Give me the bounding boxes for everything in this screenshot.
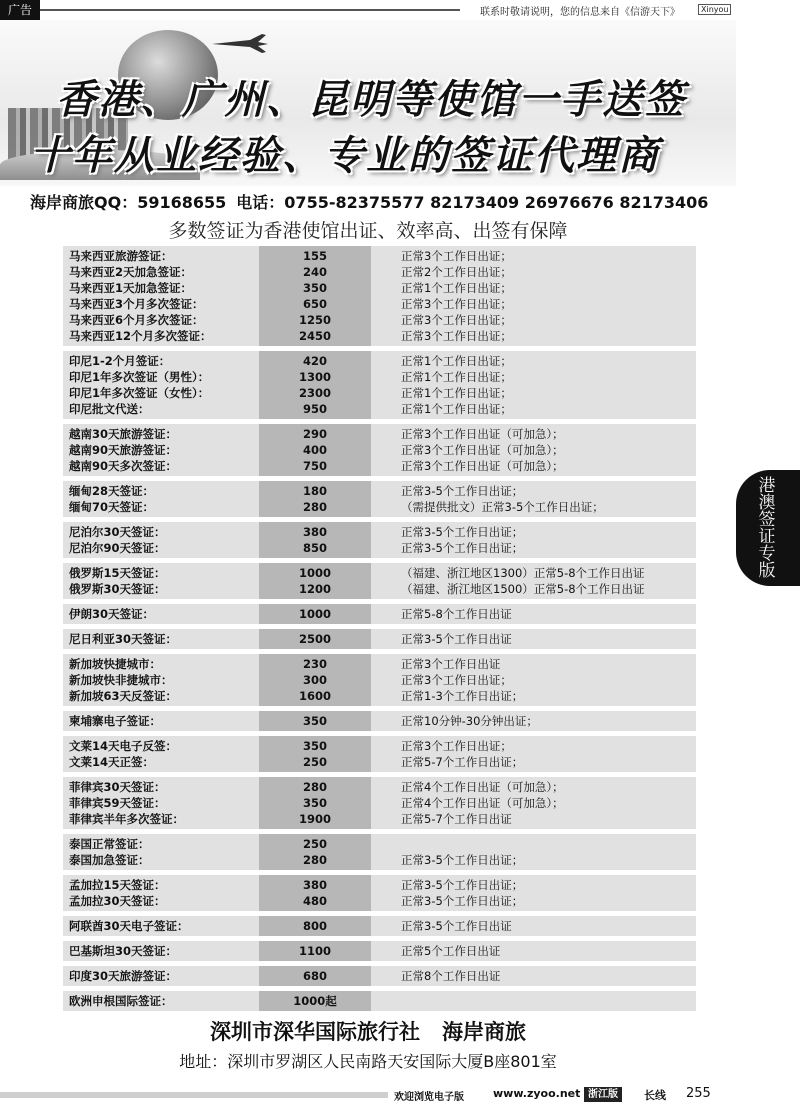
visa-price: 380 bbox=[302, 878, 327, 892]
table-row bbox=[63, 369, 696, 385]
visa-price: 290 bbox=[302, 427, 327, 441]
visa-name: 文莱14天正签： bbox=[69, 755, 155, 769]
table-row bbox=[63, 852, 696, 868]
table-row bbox=[63, 385, 696, 401]
table-row bbox=[63, 836, 696, 852]
visa-price: 2500 bbox=[298, 632, 331, 646]
visa-price: 2450 bbox=[298, 329, 331, 343]
company-name: 深圳市深华国际旅行社 bbox=[210, 1020, 420, 1044]
table-row bbox=[63, 401, 696, 417]
visa-price: 420 bbox=[302, 354, 327, 368]
visa-processing-note: 正常1个工作日出证； bbox=[401, 354, 512, 368]
footer-address: 地址：深圳市罗湖区人民南路天安国际大厦B座801室 bbox=[179, 1052, 557, 1071]
visa-name: 马来西亚6个月多次签证： bbox=[69, 313, 204, 327]
visa-name: 印度30天旅游签证： bbox=[69, 969, 178, 983]
visa-price: 250 bbox=[302, 755, 327, 769]
visa-price: 1600 bbox=[298, 689, 331, 703]
visa-processing-note: 正常8个工作日出证 bbox=[401, 969, 501, 983]
visa-processing-note: 正常3-5个工作日出证； bbox=[401, 894, 524, 908]
visa-price: 300 bbox=[302, 673, 327, 687]
visa-price: 1900 bbox=[298, 812, 331, 826]
visa-name: 尼日利亚30天签证： bbox=[69, 632, 178, 646]
visa-price: 1000起 bbox=[293, 994, 337, 1008]
visa-group bbox=[63, 604, 696, 624]
visa-price-table bbox=[63, 246, 696, 1016]
table-row bbox=[63, 458, 696, 474]
visa-name: 菲律宾30天签证： bbox=[69, 780, 166, 794]
visa-processing-note: 正常1个工作日出证； bbox=[401, 370, 512, 384]
visa-processing-note: （需提供批文）正常3-5个工作日出证； bbox=[401, 500, 604, 514]
visa-name: 巴基斯坦30天签证： bbox=[69, 944, 178, 958]
visa-processing-note: 正常4个工作日出证（可加急）； bbox=[401, 796, 564, 810]
visa-name: 印尼批文代送： bbox=[69, 402, 150, 416]
visa-name: 新加坡63天反签证： bbox=[69, 689, 178, 703]
visa-name: 菲律宾59天签证： bbox=[69, 796, 166, 810]
footer-title bbox=[0, 1016, 736, 1046]
visa-name: 俄罗斯15天签证： bbox=[69, 566, 166, 580]
visa-price: 950 bbox=[302, 402, 327, 416]
banner-headline-1: 香港、广州、昆明等使馆一手送签 bbox=[56, 76, 686, 123]
hero-banner bbox=[0, 20, 736, 186]
visa-group bbox=[63, 941, 696, 961]
visa-group bbox=[63, 481, 696, 517]
visa-price: 180 bbox=[302, 484, 327, 498]
visa-group bbox=[63, 777, 696, 829]
visa-processing-note: 正常5-7个工作日出证 bbox=[401, 812, 512, 826]
visa-price: 480 bbox=[302, 894, 327, 908]
visa-price: 850 bbox=[302, 541, 327, 555]
visa-processing-note: 正常3个工作日出证（可加急）； bbox=[401, 459, 564, 473]
website-link[interactable]: www.zyoo.net bbox=[493, 1087, 581, 1100]
visa-processing-note: 正常1个工作日出证； bbox=[401, 281, 512, 295]
visa-price: 800 bbox=[302, 919, 327, 933]
subtitle: 多数签证为香港使馆出证、效率高、出签有保障 bbox=[168, 220, 568, 242]
visa-name: 印尼1-2个月签证： bbox=[69, 354, 171, 368]
banner-headline-2: 十年从业经验、专业的签证代理商 bbox=[30, 132, 660, 179]
airplane-icon bbox=[210, 32, 270, 54]
bottom-divider bbox=[0, 1092, 388, 1098]
visa-processing-note: 正常3-5个工作日出证； bbox=[401, 484, 524, 498]
visa-processing-note: （福建、浙江地区1500）正常5-8个工作日出证 bbox=[401, 582, 645, 596]
table-row bbox=[63, 296, 696, 312]
visa-price: 280 bbox=[302, 780, 327, 794]
visa-processing-note: 正常3个工作日出证（可加急）； bbox=[401, 427, 564, 441]
contact-note: 联系时敬请说明，您的信息来自《信游天下》 bbox=[480, 7, 680, 18]
table-row bbox=[63, 943, 696, 959]
visa-processing-note: 正常3-5个工作日出证； bbox=[401, 541, 524, 555]
visa-name: 新加坡快非捷城市： bbox=[69, 673, 173, 687]
visa-processing-note: 正常3-5个工作日出证； bbox=[401, 878, 524, 892]
visa-processing-note: 正常3个工作日出证； bbox=[401, 313, 512, 327]
table-row bbox=[63, 264, 696, 280]
visa-processing-note: 正常3个工作日出证 bbox=[401, 657, 501, 671]
table-row bbox=[63, 280, 696, 296]
visa-group bbox=[63, 654, 696, 706]
table-row bbox=[63, 524, 696, 540]
visa-processing-note: 正常4个工作日出证（可加急）； bbox=[401, 780, 564, 794]
table-row bbox=[63, 968, 696, 984]
table-row bbox=[63, 795, 696, 811]
table-row bbox=[63, 893, 696, 909]
visa-name: 马来西亚1天加急签证： bbox=[69, 281, 193, 295]
table-row bbox=[63, 713, 696, 729]
visa-name: 尼泊尔30天签证： bbox=[69, 525, 166, 539]
visa-group bbox=[63, 966, 696, 986]
contact-line bbox=[30, 190, 708, 213]
visa-processing-note: 正常3-5个工作日出证； bbox=[401, 525, 524, 539]
brand-name: 海岸商旅 bbox=[442, 1020, 526, 1044]
visa-price: 680 bbox=[302, 969, 327, 983]
visa-name: 缅甸28天签证： bbox=[69, 484, 155, 498]
region-badge: 浙江版 bbox=[584, 1087, 622, 1102]
welcome-text: 欢迎浏览电子版 bbox=[394, 1092, 464, 1103]
visa-price: 250 bbox=[302, 837, 327, 851]
section-label: 长线 bbox=[644, 1089, 666, 1102]
visa-price: 1100 bbox=[298, 944, 331, 958]
visa-price: 240 bbox=[302, 265, 327, 279]
visa-group bbox=[63, 246, 696, 346]
visa-price: 230 bbox=[302, 657, 327, 671]
table-row bbox=[63, 312, 696, 328]
visa-name: 新加坡快捷城市： bbox=[69, 657, 161, 671]
table-row bbox=[63, 631, 696, 647]
visa-name: 柬埔寨电子签证： bbox=[69, 714, 161, 728]
visa-price: 280 bbox=[302, 853, 327, 867]
table-row bbox=[63, 248, 696, 264]
visa-group bbox=[63, 834, 696, 870]
visa-name: 印尼1年多次签证（男性）： bbox=[69, 370, 210, 384]
visa-group bbox=[63, 991, 696, 1011]
table-row bbox=[63, 738, 696, 754]
table-row bbox=[63, 993, 696, 1009]
bottom-bar bbox=[0, 1086, 800, 1103]
visa-processing-note: 正常10分钟-30分钟出证； bbox=[401, 714, 538, 728]
visa-name: 伊朗30天签证： bbox=[69, 607, 155, 621]
visa-name: 孟加拉30天签证： bbox=[69, 894, 166, 908]
table-row bbox=[63, 779, 696, 795]
visa-price: 350 bbox=[302, 714, 327, 728]
visa-processing-note: 正常3-5个工作日出证 bbox=[401, 632, 512, 646]
table-row bbox=[63, 672, 696, 688]
visa-group bbox=[63, 736, 696, 772]
visa-price: 1250 bbox=[298, 313, 331, 327]
visa-group bbox=[63, 424, 696, 476]
table-row bbox=[63, 483, 696, 499]
phone-label: 电话： bbox=[236, 193, 285, 212]
table-row bbox=[63, 426, 696, 442]
visa-processing-note: 正常3个工作日出证（可加急）； bbox=[401, 443, 564, 457]
visa-name: 欧洲申根国际签证： bbox=[69, 994, 173, 1008]
ad-label: 广告 bbox=[0, 0, 40, 20]
visa-price: 155 bbox=[302, 249, 327, 263]
visa-processing-note: 正常3-5个工作日出证 bbox=[401, 919, 512, 933]
top-divider bbox=[40, 9, 460, 11]
visa-name: 孟加拉15天签证： bbox=[69, 878, 166, 892]
table-row bbox=[63, 581, 696, 597]
visa-processing-note: 正常5个工作日出证 bbox=[401, 944, 501, 958]
visa-name: 俄罗斯30天签证： bbox=[69, 582, 166, 596]
visa-processing-note: 正常3个工作日出证； bbox=[401, 673, 512, 687]
visa-processing-note: （福建、浙江地区1300）正常5-8个工作日出证 bbox=[401, 566, 645, 580]
visa-price: 350 bbox=[302, 739, 327, 753]
visa-processing-note: 正常1个工作日出证； bbox=[401, 402, 512, 416]
magazine-logo: Xinyou bbox=[698, 4, 731, 15]
table-row bbox=[63, 754, 696, 770]
visa-name: 印尼1年多次签证（女性）： bbox=[69, 386, 210, 400]
visa-price: 1000 bbox=[298, 607, 331, 621]
visa-processing-note: 正常3个工作日出证； bbox=[401, 739, 512, 753]
visa-group bbox=[63, 711, 696, 731]
visa-price: 280 bbox=[302, 500, 327, 514]
visa-price: 1200 bbox=[298, 582, 331, 596]
table-row bbox=[63, 688, 696, 704]
visa-price: 380 bbox=[302, 525, 327, 539]
phone-numbers: 0755-82375577 82173409 26976676 82173406 bbox=[284, 193, 709, 212]
visa-processing-note: 正常1-3个工作日出证； bbox=[401, 689, 524, 703]
visa-price: 350 bbox=[302, 796, 327, 810]
visa-price: 350 bbox=[302, 281, 327, 295]
visa-processing-note: 正常3个工作日出证； bbox=[401, 249, 512, 263]
visa-name: 阿联酋30天电子签证： bbox=[69, 919, 189, 933]
table-row bbox=[63, 811, 696, 827]
table-row bbox=[63, 540, 696, 556]
visa-price: 650 bbox=[302, 297, 327, 311]
visa-name: 越南90天旅游签证： bbox=[69, 443, 178, 457]
visa-processing-note: 正常3个工作日出证； bbox=[401, 297, 512, 311]
visa-price: 400 bbox=[302, 443, 327, 457]
side-tab-label: 港澳签证专版 bbox=[758, 476, 776, 581]
visa-name: 马来西亚2天加急签证： bbox=[69, 265, 193, 279]
visa-name: 越南90天多次签证： bbox=[69, 459, 178, 473]
visa-processing-note: 正常2个工作日出证； bbox=[401, 265, 512, 279]
visa-name: 马来西亚12个月多次签证： bbox=[69, 329, 212, 343]
visa-processing-note: 正常1个工作日出证； bbox=[401, 386, 512, 400]
top-bar bbox=[0, 0, 800, 20]
visa-name: 马来西亚旅游签证： bbox=[69, 249, 173, 263]
table-row bbox=[63, 353, 696, 369]
visa-processing-note: 正常3-5个工作日出证； bbox=[401, 853, 524, 867]
table-row bbox=[63, 606, 696, 622]
visa-group bbox=[63, 563, 696, 599]
visa-group bbox=[63, 522, 696, 558]
table-row bbox=[63, 328, 696, 344]
visa-price: 2300 bbox=[298, 386, 331, 400]
visa-group bbox=[63, 629, 696, 649]
visa-price: 1000 bbox=[298, 566, 331, 580]
table-row bbox=[63, 442, 696, 458]
visa-name: 越南30天旅游签证： bbox=[69, 427, 178, 441]
visa-name: 泰国加急签证： bbox=[69, 853, 150, 867]
visa-price: 1300 bbox=[298, 370, 331, 384]
visa-name: 文莱14天电子反签： bbox=[69, 739, 178, 753]
visa-group bbox=[63, 351, 696, 419]
visa-processing-note: 正常5-7个工作日出证； bbox=[401, 755, 524, 769]
visa-name: 马来西亚3个月多次签证： bbox=[69, 297, 204, 311]
table-row bbox=[63, 656, 696, 672]
visa-group bbox=[63, 916, 696, 936]
visa-group bbox=[63, 875, 696, 911]
visa-name: 泰国正常签证： bbox=[69, 837, 150, 851]
visa-processing-note: 正常5-8个工作日出证 bbox=[401, 607, 512, 621]
table-row bbox=[63, 499, 696, 515]
visa-name: 尼泊尔90天签证： bbox=[69, 541, 166, 555]
table-row bbox=[63, 918, 696, 934]
visa-name: 菲律宾半年多次签证： bbox=[69, 812, 184, 826]
table-row bbox=[63, 877, 696, 893]
visa-price: 750 bbox=[302, 459, 327, 473]
visa-name: 缅甸70天签证： bbox=[69, 500, 155, 514]
table-row bbox=[63, 565, 696, 581]
page-number: 255 bbox=[686, 1086, 711, 1101]
visa-processing-note: 正常3个工作日出证； bbox=[401, 329, 512, 343]
qq-number: 海岸商旅QQ：59168655 bbox=[30, 193, 227, 212]
